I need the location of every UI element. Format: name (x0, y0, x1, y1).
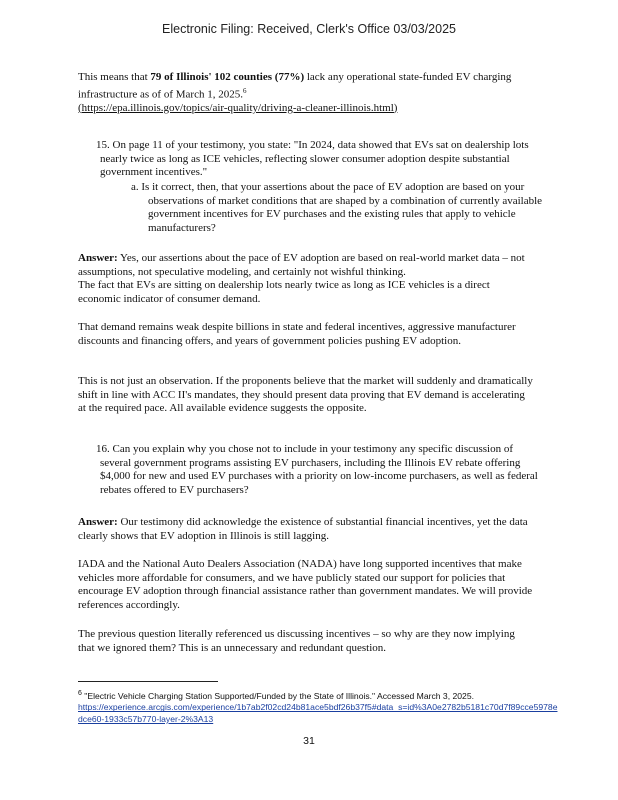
answer-label: Answer: (78, 252, 118, 264)
answer-15-p3: That demand remains weak despite billions in state and federal incentives, aggressive manufacturer discounts and financing offers, and years of government policies pushing EV adoption. (78, 321, 516, 347)
answer-15-p2: The fact that EVs are sitting on dealership lots nearly twice as long as ICE vehicles is a direct economic indicator of consumer demand. (78, 279, 490, 305)
question-16: 16. Can you explain why you chose not to include in your testimony any specific discussion of several government programs assisting EV purchasers, including the Illinois EV rebate offering $4,000 for new and used EV purchases with a priority on low-income purchasers, as well as federal rebates offered to EV purchasers? (96, 443, 538, 496)
answer-16-p2: IADA and the National Auto Dealers Association (NADA) have long supported incentives that make vehicles more affordable for consumers, and we have publicly stated our support for policies that encourage EV adoption through financial assistance rather than government mandates. We will provide references accordingly. (78, 558, 533, 611)
answer-15-p4: This is not just an observation. If the proponents believe that the market will suddenly and dramatically shift in line with ACC II's mandates, they should present data proving that EV demand is accelerating at the required pace. All available evidence suggests the opposite. (78, 375, 533, 414)
answer-label: Answer: (78, 516, 118, 528)
footnote-ref: 6 (242, 86, 247, 95)
intro-bold: 79 of Illinois' 102 counties (77%) (150, 71, 305, 83)
answer-text: Our testimony did acknowledge the existence of substantial financial incentives, yet the data clearly shows that EV adoption in Illinois is still lagging. (78, 516, 528, 542)
answer-text: Yes, our assertions about the pace of EV adoption are based on real-world market data – not assumptions, not speculative modeling, and certainly not wishful thinking. (78, 252, 525, 278)
page-number: 31 (303, 735, 315, 747)
intro-text-post: lack any operational state-funded EV charging infrastructure as of of March 1, 2025. (78, 71, 512, 101)
question-15a: a. Is it correct, then, that your assertions about the pace of EV adoption are based on your observations of market conditions that are shaped by a combination of currently available government incentives for EV purchases and the existing rules that apply to vehicle manufacturers? (131, 181, 543, 234)
footnote-text: "Electric Vehicle Charging Station Supported/Funded by the State of Illinois." Accessed March 3, 2025. (81, 690, 474, 701)
answer-15-p1 (78, 252, 533, 279)
answer-16-p1 (78, 516, 533, 543)
footnote-link[interactable]: https://experience.arcgis.com/experience/1b7ab2f02cd24b81ace5bdf26b37f5#data_s=id%3A0e2782b5181c70d7f89cce5978edce60-1933c57b770-layer-2%3A13 (78, 702, 558, 724)
answer-16-p3: The previous question literally referenced us discussing incentives – so why are they now implying that we ignored them? This is an unnecessary and redundant question. (78, 628, 515, 654)
intro-text: This means that (78, 71, 151, 83)
question-15: 15. On page 11 of your testimony, you state: "In 2024, data showed that EVs sat on dealership lots nearly twice as long as ICE vehicles, reflecting slower consumer adoption despite substantial government incentives." (96, 139, 529, 178)
footnote (78, 688, 558, 725)
intro-paragraph (78, 71, 528, 115)
filing-stamp: Electronic Filing: Received, Clerk's Office 03/03/2025 (162, 22, 456, 36)
intro-link[interactable]: (https://epa.illinois.gov/topics/air-quality/driving-a-cleaner-illinois.html) (78, 101, 398, 114)
footnote-number: 6 (78, 690, 82, 697)
footnote-divider (78, 681, 218, 682)
